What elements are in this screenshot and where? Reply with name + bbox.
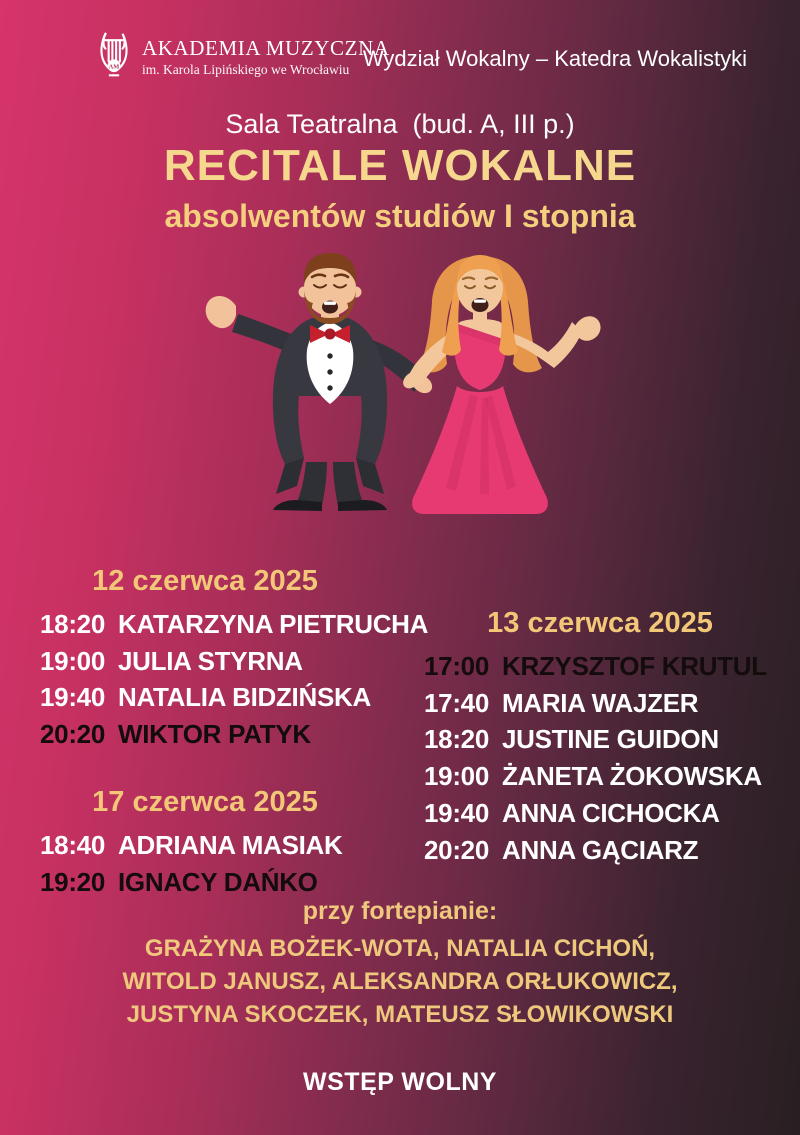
male-singer	[206, 253, 436, 511]
schedule-section-17-june	[40, 787, 370, 901]
entry-name: ŻANETA ŻOKOWSKA	[502, 761, 762, 792]
date-header: 12 czerwca 2025	[92, 565, 318, 597]
pianists-line: JUSTYNA SKOCZEK, MATEUSZ SŁOWIKOWSKI	[126, 1001, 674, 1028]
entry-name: ANNA CICHOCKA	[502, 798, 720, 829]
schedule-section-12-june	[40, 565, 429, 753]
opera-singers-illustration	[180, 244, 620, 524]
pianists-block	[0, 896, 800, 1031]
entry-time: 19:40	[40, 682, 105, 713]
schedule-section-13-june	[424, 608, 776, 869]
entry-name: KATARZYNA PIETRUCHA	[118, 608, 429, 639]
entry-time: 17:00	[424, 650, 489, 681]
entry-name: WIKTOR PATYK	[118, 719, 311, 750]
entry-name: ANNA GĄCIARZ	[502, 834, 699, 865]
pianists-line: GRAŻYNA BOŻEK-WOTA, NATALIA CICHOŃ,	[144, 935, 656, 962]
schedule-entry	[40, 643, 370, 680]
entry-name: ADRIANA MASIAK	[118, 829, 343, 860]
entry-name: KRZYSZTOF KRUTUL	[502, 650, 767, 681]
entry-time: 18:40	[40, 829, 105, 860]
entry-time: 20:20	[424, 834, 489, 865]
lyre-icon	[98, 28, 130, 80]
schedule-entry	[40, 606, 429, 643]
date-header: 13 czerwca 2025	[487, 607, 713, 639]
entry-name: MARIA WAJZER	[502, 687, 699, 718]
entry-time: 19:40	[424, 798, 489, 829]
schedule-entry	[424, 832, 776, 869]
entry-time: 18:20	[424, 724, 489, 755]
academy-logo-text	[142, 31, 390, 78]
academy-name: AKADEMIA MUZYCZNA	[142, 35, 390, 60]
entry-time: 19:20	[40, 866, 105, 897]
entry-name: JULIA STYRNA	[118, 645, 303, 676]
free-admission-note: WSTĘP WOLNY	[303, 1068, 497, 1096]
schedule-entry	[40, 827, 370, 864]
pianists-line: WITOLD JANUSZ, ALEKSANDRA ORŁUKOWICZ,	[122, 968, 678, 995]
svg-text:AM: AM	[108, 63, 120, 71]
entry-name: JUSTINE GUIDON	[502, 724, 719, 755]
poster-subtitle: absolwentów studiów I stopnia	[164, 198, 636, 234]
academy-subname: im. Karola Lipińskiego we Wrocławiu	[142, 61, 350, 77]
entry-name: IGNACY DAŃKO	[118, 866, 318, 897]
entry-name: NATALIA BIDZIŃSKA	[118, 682, 371, 713]
date-header: 17 czerwca 2025	[92, 786, 318, 818]
schedule-entry	[424, 722, 776, 759]
schedule-entry	[424, 758, 776, 795]
schedule-entry	[424, 648, 776, 685]
schedule-entry	[424, 685, 776, 722]
poster-title: RECITALE WOKALNE	[163, 141, 637, 190]
entry-time: 18:20	[40, 608, 105, 639]
schedule-entry	[40, 716, 370, 753]
venue-line: Sala Teatralna (bud. A, III p.)	[225, 109, 575, 139]
schedule-entry	[424, 795, 776, 832]
entry-time: 20:20	[40, 719, 105, 750]
schedule-entry	[40, 680, 370, 717]
entry-time: 19:00	[40, 645, 105, 676]
entry-time: 19:00	[424, 761, 489, 792]
department-title: Wydział Wokalny – Katedra Wokalistyki	[362, 46, 747, 71]
pianists-label: przy fortepianie:	[302, 897, 498, 925]
entry-time: 17:40	[424, 687, 489, 718]
academy-logo	[98, 28, 390, 80]
